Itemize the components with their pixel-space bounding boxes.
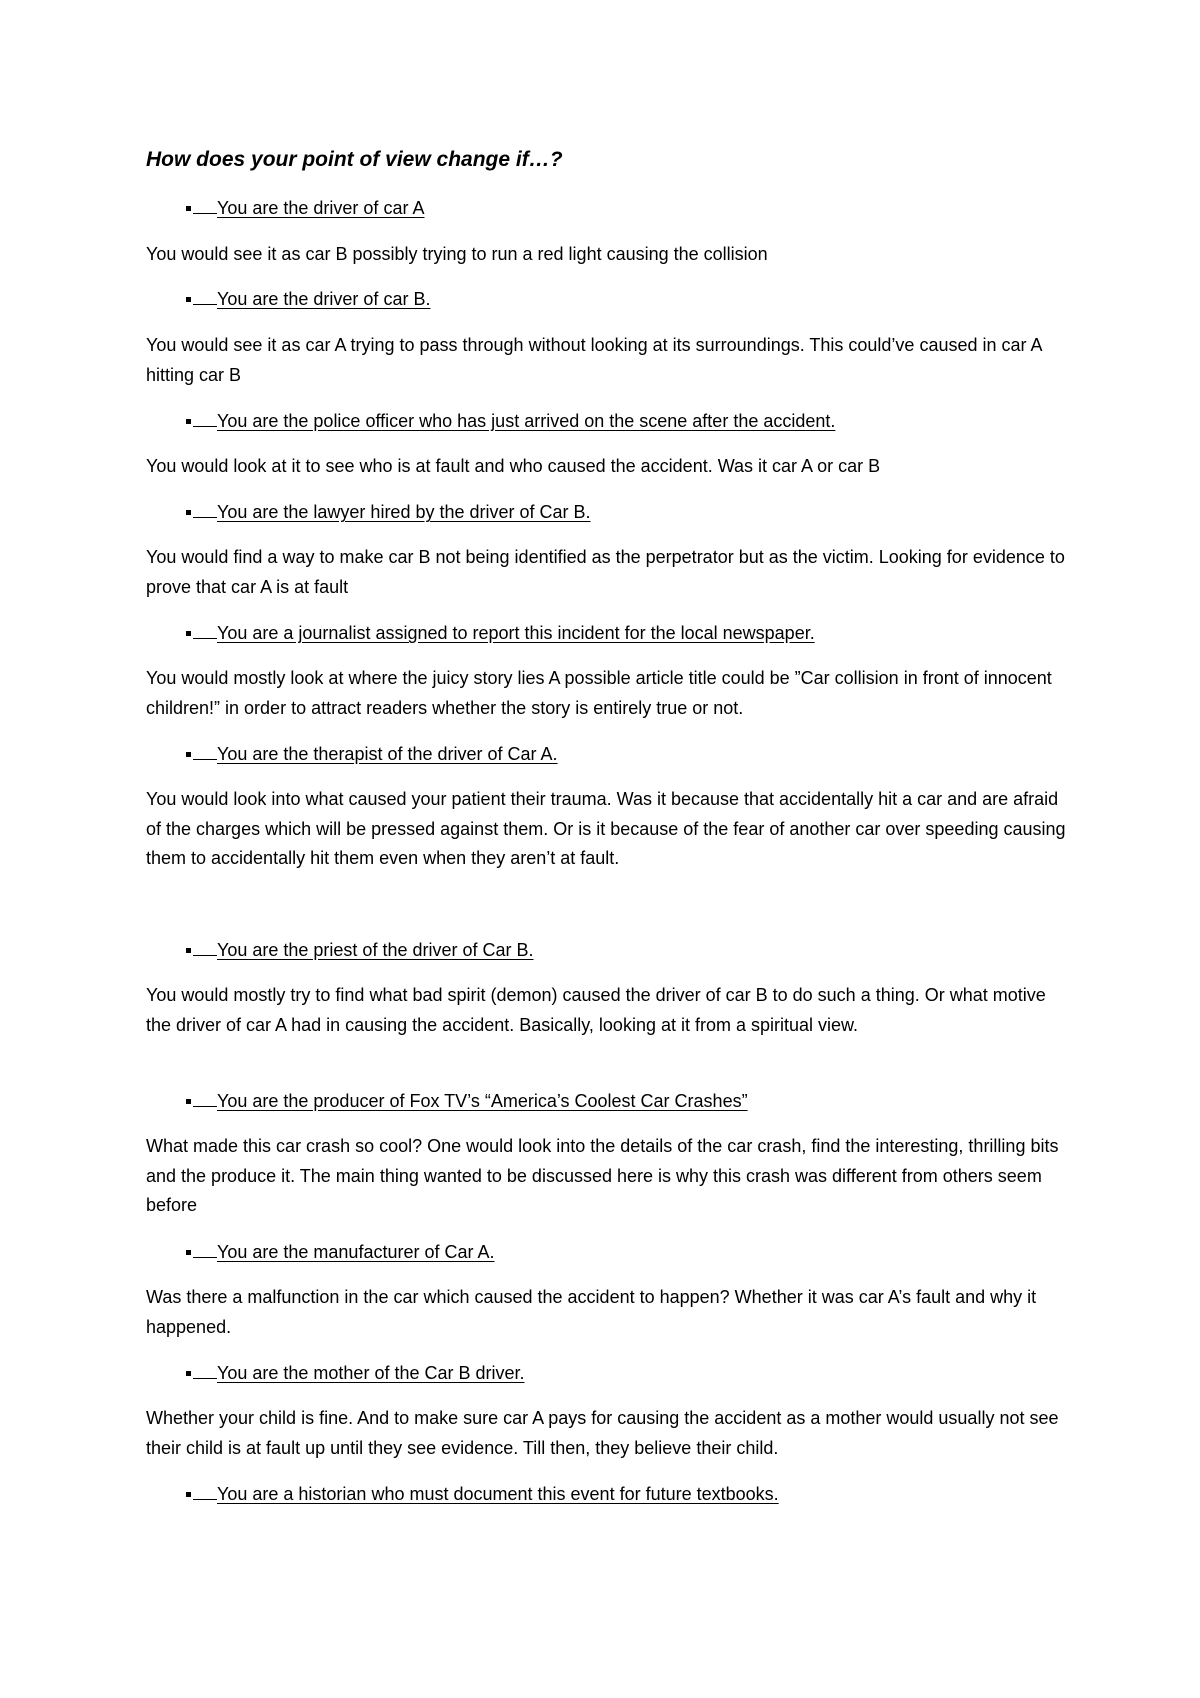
bullet-square-icon — [186, 1099, 191, 1104]
section-answer: You would mostly try to find what bad spirit (demon) caused the driver of car B to do such a thing. Or what motive the driver of car A had in causing the accident. Basically, looking at it from a spiritual view. — [146, 985, 1046, 1035]
bullet-square-icon — [186, 1492, 191, 1497]
bullet-square-icon — [186, 206, 191, 211]
bullet-square-icon — [186, 1250, 191, 1255]
section-heading: You are the therapist of the driver of Car A. — [217, 744, 558, 764]
bullet-square-icon — [186, 510, 191, 515]
bullet-heading — [186, 196, 424, 220]
bullet-square-icon — [186, 631, 191, 636]
section-answer: You would see it as car A trying to pass through without looking at its surroundings. This could’ve caused in car A hitting car B — [146, 335, 1042, 385]
section-answer: Was there a malfunction in the car which caused the accident to happen? Whether it was car A’s fault and why it happened. — [146, 1287, 1037, 1337]
bullet-heading — [186, 1361, 525, 1385]
bullet-square-icon — [186, 419, 191, 424]
section-answer: Whether your child is fine. And to make sure car A pays for causing the accident as a mother would usually not see their child is at fault up until they see evidence. Till then, they believe their child. — [146, 1408, 1059, 1458]
section-heading: You are the driver of car B. — [217, 289, 431, 309]
bullet-square-icon — [186, 297, 191, 302]
bullet-heading — [186, 287, 430, 311]
section-heading: You are a historian who must document this event for future textbooks. — [217, 1484, 779, 1504]
bullet-heading — [186, 409, 835, 433]
section-heading: You are a journalist assigned to report this incident for the local newspaper. — [217, 623, 815, 643]
bullet-heading — [186, 1240, 495, 1264]
section-heading: You are the priest of the driver of Car B. — [217, 940, 534, 960]
bullet-square-icon — [186, 948, 191, 953]
section-answer: You would look at it to see who is at fault and who caused the accident. Was it car A or car B — [146, 456, 881, 476]
bullet-heading — [186, 621, 815, 645]
section-answer: You would mostly look at where the juicy story lies A possible article title could be ”Car collision in front of innocent children!” in order to attract readers whether the story is entirely true or not. — [146, 668, 1052, 718]
bullet-heading — [186, 938, 534, 962]
section-answer: You would see it as car B possibly trying to run a red light causing the collision — [146, 244, 768, 264]
bullet-heading — [186, 1482, 779, 1506]
bullet-square-icon — [186, 1371, 191, 1376]
bullet-square-icon — [186, 752, 191, 757]
section-heading: You are the mother of the Car B driver. — [217, 1363, 525, 1383]
section-heading: You are the manufacturer of Car A. — [217, 1242, 495, 1262]
section-heading: You are the lawyer hired by the driver of Car B. — [217, 502, 591, 522]
section-answer: You would look into what caused your patient their trauma. Was it because that accidentally hit a car and are afraid of the charges which will be pressed against them. Or is it because of the fear of another car over speeding causing them to accidentally hit them even when they aren’t at fault. — [146, 789, 1066, 868]
bullet-heading — [186, 742, 558, 766]
section-heading: You are the police officer who has just arrived on the scene after the accident. — [217, 411, 836, 431]
document-title: How does your point of view change if…? — [146, 148, 563, 171]
section-answer: What made this car crash so cool? One would look into the details of the car crash, find the interesting, thrilling bits and the produce it. The main thing wanted to be discussed here is why this crash was different from others seem before — [146, 1136, 1059, 1215]
bullet-heading — [186, 500, 591, 524]
bullet-heading — [186, 1089, 748, 1113]
section-heading: You are the driver of car A — [217, 198, 425, 218]
section-heading: You are the producer of Fox TV’s “America’s Coolest Car Crashes” — [217, 1091, 748, 1111]
section-answer: You would find a way to make car B not being identified as the perpetrator but as the victim. Looking for evidence to prove that car A is at fault — [146, 547, 1065, 597]
